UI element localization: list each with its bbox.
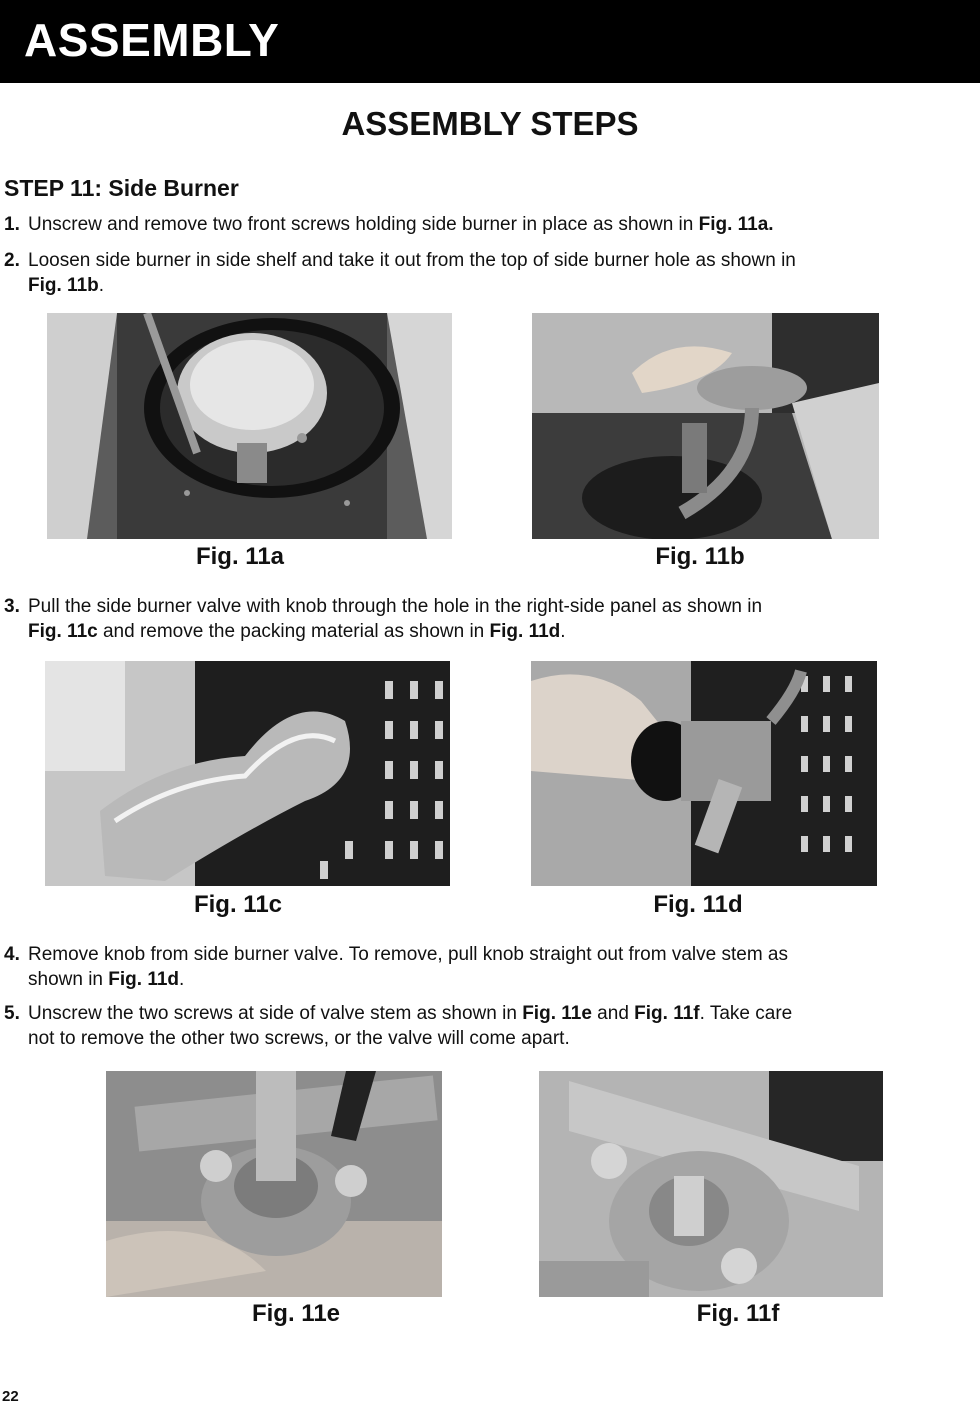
instruction-text: Remove knob from side burner valve. To remove, pull knob straight out from valve stem as bbox=[28, 944, 788, 965]
instruction-punctuation: . bbox=[98, 275, 105, 296]
figure-11d-caption: Fig. 11d bbox=[653, 891, 743, 918]
instruction-number: 2. bbox=[4, 250, 20, 271]
figure-11f-photo bbox=[539, 1071, 883, 1297]
figure-11f-caption: Fig. 11f bbox=[696, 1300, 780, 1327]
instruction-5 bbox=[4, 1001, 964, 1051]
figure-11e-caption: Fig. 11e bbox=[251, 1300, 341, 1327]
instruction-number: 5. bbox=[4, 1003, 20, 1024]
figure-11a-caption: Fig. 11a bbox=[195, 543, 285, 570]
figure-reference: Fig. 11d bbox=[489, 621, 561, 642]
instruction-text: Unscrew and remove two front screws holding side burner in place as shown in bbox=[28, 214, 699, 235]
page-number: 22 bbox=[2, 1388, 19, 1405]
step-title: STEP 11: Side Burner bbox=[4, 175, 239, 201]
figure-11b-photo bbox=[532, 313, 879, 539]
instruction-punctuation: . bbox=[179, 969, 185, 990]
instruction-text: shown in bbox=[28, 969, 109, 990]
instruction-text: Loosen side burner in side shelf and take it out from the top of side burner hole as shown in bbox=[28, 250, 796, 271]
figure-reference: Fig. 11d bbox=[108, 969, 180, 990]
figure-11e-photo bbox=[106, 1071, 442, 1297]
instruction-1 bbox=[4, 212, 964, 237]
figure-11d-photo bbox=[531, 661, 877, 886]
figure-reference: Fig. 11f bbox=[634, 1003, 700, 1024]
header-banner bbox=[0, 0, 980, 83]
figure-11b-caption: Fig. 11b bbox=[655, 543, 745, 570]
instruction-2 bbox=[4, 248, 964, 298]
instruction-number: 3. bbox=[4, 596, 20, 617]
instruction-3 bbox=[4, 594, 964, 644]
instruction-text: . Take care bbox=[699, 1003, 793, 1024]
instruction-number: 4. bbox=[4, 944, 20, 965]
header-title: ASSEMBLY bbox=[24, 14, 280, 66]
figure-11a-photo bbox=[47, 313, 452, 539]
figure-11c-photo bbox=[45, 661, 450, 886]
instruction-text: and bbox=[591, 1003, 635, 1024]
figure-reference: Fig. 11b bbox=[28, 275, 99, 296]
instruction-text: and remove the packing material as shown in bbox=[97, 621, 490, 642]
figure-reference: Fig. 11a. bbox=[698, 214, 774, 235]
instruction-text: not to remove the other two screws, or the valve will come apart. bbox=[28, 1028, 570, 1049]
instruction-punctuation: . bbox=[560, 621, 566, 642]
instruction-text: Unscrew the two screws at side of valve stem as shown in bbox=[28, 1003, 523, 1024]
instruction-text: Pull the side burner valve with knob through the hole in the right-side panel as shown in bbox=[28, 596, 763, 617]
instruction-4 bbox=[4, 942, 964, 992]
section-title: ASSEMBLY STEPS bbox=[341, 105, 639, 142]
figure-11c-caption: Fig. 11c bbox=[193, 891, 283, 918]
instruction-number: 1. bbox=[4, 214, 20, 235]
figure-reference: Fig. 11e bbox=[522, 1003, 592, 1024]
figure-reference: Fig. 11c bbox=[28, 621, 98, 642]
